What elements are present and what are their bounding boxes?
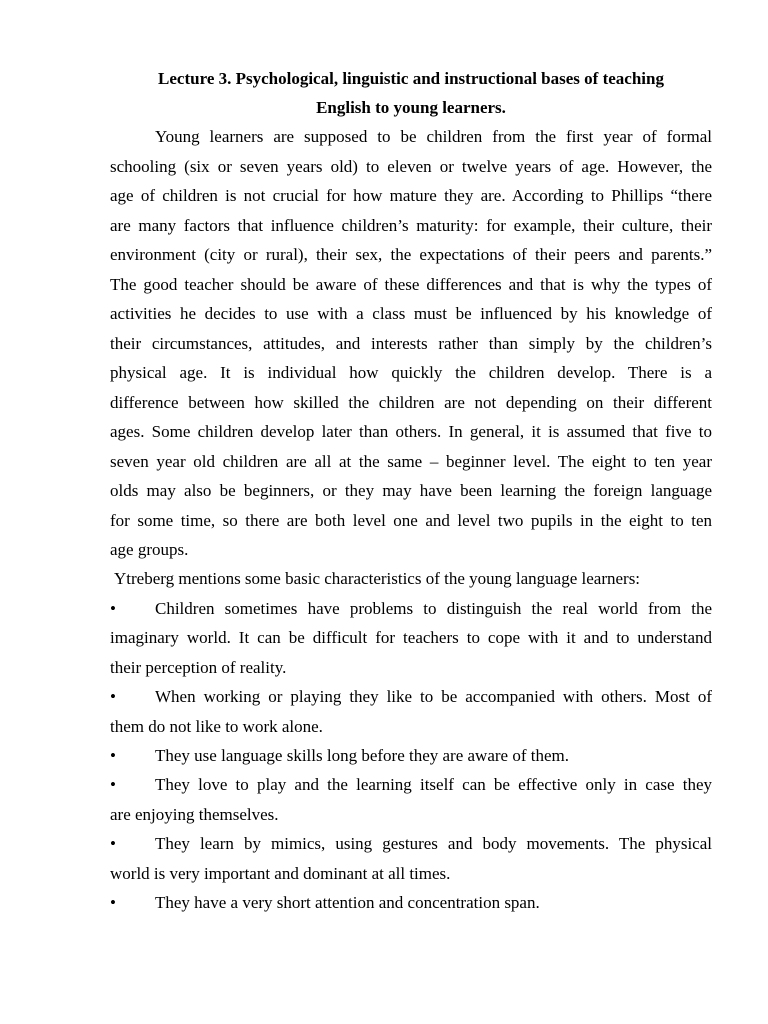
bullet-marker: • bbox=[110, 893, 116, 912]
paragraph-line: physical age. It is individual how quickly the children develop. There is a bbox=[110, 363, 712, 382]
paragraph-line: The good teacher should be aware of these differences and that is why the types of bbox=[110, 275, 712, 294]
paragraph-line: ages. Some children develop later than others. In general, it is assumed that five to bbox=[110, 422, 712, 441]
paragraph-line: their circumstances, attitudes, and interests rather than simply by the children’s bbox=[110, 334, 712, 353]
bullet-marker: • bbox=[110, 599, 116, 618]
lecture-title-line-1: Lecture 3. Psychological, linguistic and instructional bases of teaching bbox=[158, 69, 664, 88]
paragraph-line: difference between how skilled the children are not depending on their different bbox=[110, 393, 712, 412]
list-item-text: imaginary world. It can be difficult for teachers to cope with it and to understand bbox=[110, 628, 712, 647]
bullet-marker: • bbox=[110, 746, 116, 765]
list-item-text: They love to play and the learning itself can be effective only in case they bbox=[155, 775, 712, 794]
list-item-text: They use language skills long before they are aware of them. bbox=[155, 746, 569, 765]
bullet-marker: • bbox=[110, 775, 116, 794]
paragraph-line: age groups. bbox=[110, 540, 189, 559]
list-item-text: world is very important and dominant at all times. bbox=[110, 864, 451, 883]
bullet-marker: • bbox=[110, 834, 116, 853]
lecture-title-line-2: English to young learners. bbox=[316, 98, 506, 117]
characteristics-intro: Ytreberg mentions some basic characteristics of the young language learners: bbox=[114, 569, 641, 588]
list-item-text: their perception of reality. bbox=[110, 658, 287, 677]
paragraph-line: age of children is not crucial for how mature they are. According to Phillips “there bbox=[110, 186, 712, 205]
list-item-text: They learn by mimics, using gestures and body movements. The physical bbox=[155, 834, 712, 853]
paragraph-line: schooling (six or seven years old) to eleven or twelve years of age. However, the bbox=[110, 157, 712, 176]
list-item-text: They have a very short attention and concentration span. bbox=[155, 893, 540, 912]
list-item-text: When working or playing they like to be accompanied with others. Most of bbox=[155, 687, 712, 706]
bullet-marker: • bbox=[110, 687, 116, 706]
list-item-text: Children sometimes have problems to distinguish the real world from the bbox=[155, 599, 712, 618]
paragraph-line: environment (city or rural), their sex, the expectations of their peers and parents.” bbox=[110, 245, 712, 264]
paragraph-line: seven year old children are all at the same – beginner level. The eight to ten year bbox=[110, 452, 712, 471]
paragraph-line: olds may also be beginners, or they may have been learning the foreign language bbox=[110, 481, 712, 500]
list-item-text: are enjoying themselves. bbox=[110, 805, 279, 824]
paragraph-line: activities he decides to use with a class must be influenced by his knowledge of bbox=[110, 304, 712, 323]
paragraph-line: are many factors that influence children’s maturity: for example, their culture, their bbox=[110, 216, 712, 235]
paragraph-line: Young learners are supposed to be children from the first year of formal bbox=[155, 127, 712, 146]
list-item-text: them do not like to work alone. bbox=[110, 717, 323, 736]
paragraph-line: for some time, so there are both level one and level two pupils in the eight to ten bbox=[110, 511, 712, 530]
